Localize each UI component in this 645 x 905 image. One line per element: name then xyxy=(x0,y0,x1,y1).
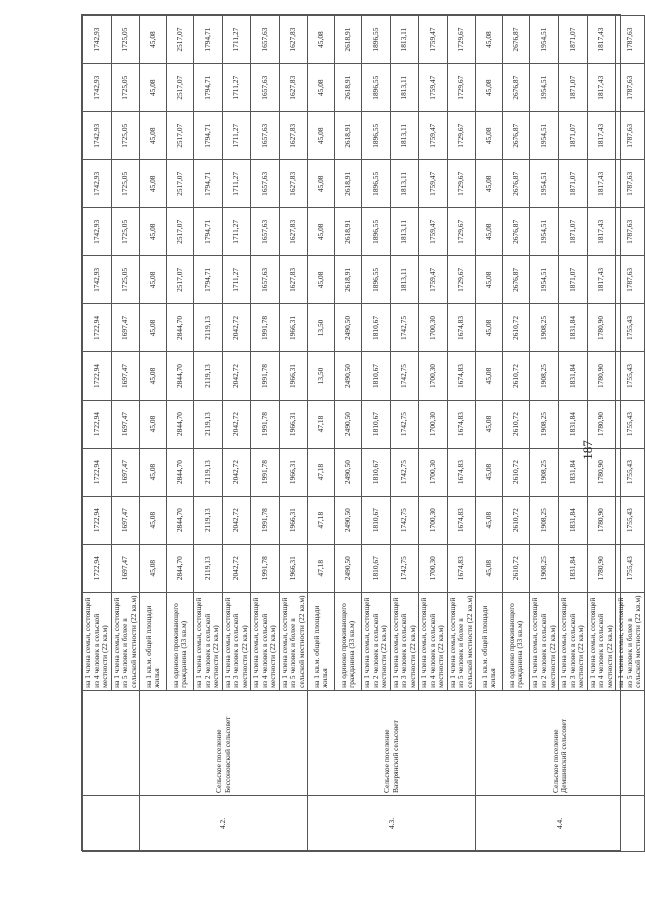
value-cell: 2517,07 xyxy=(167,16,194,64)
value-cell: 1810,67 xyxy=(362,352,391,400)
value-cell: 1954,51 xyxy=(530,16,559,64)
value-cell: 2676,87 xyxy=(503,16,530,64)
value-cell: 1722,94 xyxy=(83,544,112,592)
value-cell: 45,08 xyxy=(476,352,503,400)
value-cell: 1657,63 xyxy=(251,160,280,208)
value-cell: 1674,83 xyxy=(447,352,476,400)
value-cell: 45,08 xyxy=(476,112,503,160)
value-cell: 1729,67 xyxy=(447,16,476,64)
value-cell: 2042,72 xyxy=(222,304,251,352)
table-row xyxy=(83,16,112,852)
value-cell: 1896,55 xyxy=(362,256,391,304)
value-cell: 47,18 xyxy=(308,496,335,544)
value-cell: 1729,67 xyxy=(447,112,476,160)
value-cell: 1711,27 xyxy=(222,112,251,160)
row-category-label: на 1 члена семьи, состоящей из 4 человек в сельской местности (22 кв.м) xyxy=(83,592,112,690)
value-cell: 1954,51 xyxy=(530,112,559,160)
value-cell: 1722,94 xyxy=(83,496,112,544)
value-cell: 2042,72 xyxy=(222,544,251,592)
value-cell: 2490,50 xyxy=(335,304,362,352)
value-cell: 2119,13 xyxy=(194,448,223,496)
value-cell: 13,50 xyxy=(308,352,335,400)
value-cell: 1908,25 xyxy=(530,496,559,544)
value-cell: 1711,27 xyxy=(222,160,251,208)
value-cell: 1817,43 xyxy=(587,208,616,256)
value-cell: 45,08 xyxy=(140,256,167,304)
value-cell: 1817,43 xyxy=(587,16,616,64)
value-cell: 1674,83 xyxy=(447,544,476,592)
value-cell: 1700,30 xyxy=(419,544,448,592)
value-cell: 2490,50 xyxy=(335,544,362,592)
value-cell: 2610,72 xyxy=(503,448,530,496)
value-cell: 1725,05 xyxy=(111,208,140,256)
value-cell: 47,18 xyxy=(308,400,335,448)
value-cell: 1817,43 xyxy=(587,160,616,208)
value-cell: 1794,71 xyxy=(194,112,223,160)
value-cell: 1759,47 xyxy=(419,160,448,208)
value-cell: 1908,25 xyxy=(530,544,559,592)
value-cell: 1697,47 xyxy=(111,544,140,592)
value-cell: 2517,07 xyxy=(167,112,194,160)
value-cell: 1742,75 xyxy=(390,544,419,592)
value-cell: 45,08 xyxy=(476,208,503,256)
value-cell: 1657,63 xyxy=(251,16,280,64)
value-cell: 1810,67 xyxy=(362,304,391,352)
value-cell: 1896,55 xyxy=(362,16,391,64)
value-cell: 2042,72 xyxy=(222,448,251,496)
value-cell: 1697,47 xyxy=(111,496,140,544)
value-cell: 1794,71 xyxy=(194,256,223,304)
value-cell: 2618,91 xyxy=(335,64,362,112)
row-category-label: на 1 члена семьи, состоящей из 5 человек и более в сельской местности (22 кв.м) xyxy=(279,592,308,690)
row-category-label: на 1 члена семьи, состоящей из 4 человек в сельской местности (22 кв.м) xyxy=(419,592,448,690)
row-category-label: на 1 члена семьи, состоящей из 4 человек в сельской местности (22 кв.м) xyxy=(251,592,280,690)
value-cell: 1725,05 xyxy=(111,64,140,112)
section-name xyxy=(83,690,140,795)
value-cell: 2119,13 xyxy=(194,304,223,352)
value-cell: 45,08 xyxy=(140,304,167,352)
row-category-label: на 1 члена семьи, состоящей из 2 человек в сельской местности (22 кв.м) xyxy=(194,592,223,690)
value-cell: 2517,07 xyxy=(167,160,194,208)
value-cell: 1966,31 xyxy=(279,448,308,496)
value-cell: 1831,84 xyxy=(559,304,588,352)
value-cell: 1742,75 xyxy=(390,400,419,448)
value-cell: 45,08 xyxy=(140,64,167,112)
value-cell: 2618,91 xyxy=(335,16,362,64)
value-cell: 1725,05 xyxy=(111,160,140,208)
value-cell: 45,08 xyxy=(476,304,503,352)
value-cell: 1780,90 xyxy=(587,304,616,352)
value-cell: 1755,43 xyxy=(616,304,645,352)
value-cell: 45,08 xyxy=(140,160,167,208)
value-cell: 2618,91 xyxy=(335,208,362,256)
row-category-label: на 1 кв.м. общей площади жилья xyxy=(140,592,167,690)
value-cell: 1742,93 xyxy=(83,160,112,208)
value-cell: 2610,72 xyxy=(503,400,530,448)
value-cell: 1722,94 xyxy=(83,304,112,352)
value-cell: 1657,63 xyxy=(251,256,280,304)
value-cell: 2610,72 xyxy=(503,352,530,400)
table-row xyxy=(308,16,335,852)
value-cell: 1794,71 xyxy=(194,208,223,256)
value-cell: 1991,78 xyxy=(251,448,280,496)
value-cell: 1966,31 xyxy=(279,544,308,592)
value-cell: 2119,13 xyxy=(194,352,223,400)
page-number: 187 xyxy=(580,440,595,460)
value-cell: 1817,43 xyxy=(587,64,616,112)
row-category-label: на 1 члена семьи, состоящей из 2 человек в сельской местности (22 кв.м) xyxy=(362,592,391,690)
value-cell: 1697,47 xyxy=(111,448,140,496)
value-cell: 2610,72 xyxy=(503,544,530,592)
value-cell: 1991,78 xyxy=(251,496,280,544)
row-category-label: на 1 члена семьи, состоящей из 4 человек в сельской местности (22 кв.м) xyxy=(587,592,616,690)
section-index: 4.4. xyxy=(476,795,644,851)
value-cell: 1697,47 xyxy=(111,352,140,400)
value-cell: 1759,47 xyxy=(419,16,448,64)
section-name: Сельское поселение Вазерянский сельсовет xyxy=(308,690,476,795)
row-category-label: на одиноко проживающего гражданина (33 кв.м) xyxy=(167,592,194,690)
value-cell: 1780,90 xyxy=(587,448,616,496)
row-category-label: на 1 члена семьи, состоящей из 3 человек в сельской местности (22 кв.м) xyxy=(559,592,588,690)
value-cell: 1871,07 xyxy=(559,160,588,208)
value-cell: 2517,07 xyxy=(167,208,194,256)
value-cell: 1729,67 xyxy=(447,160,476,208)
value-cell: 1810,67 xyxy=(362,400,391,448)
value-cell: 45,08 xyxy=(140,112,167,160)
value-cell: 1787,63 xyxy=(616,16,645,64)
value-cell: 2844,70 xyxy=(167,448,194,496)
value-cell: 45,08 xyxy=(308,256,335,304)
value-cell: 1722,94 xyxy=(83,400,112,448)
value-cell: 45,08 xyxy=(140,352,167,400)
value-cell: 1954,51 xyxy=(530,208,559,256)
value-cell: 1742,75 xyxy=(390,352,419,400)
value-cell: 1787,63 xyxy=(616,160,645,208)
row-category-label: на одиноко проживающего гражданина (33 кв.м) xyxy=(503,592,530,690)
value-cell: 2490,50 xyxy=(335,448,362,496)
value-cell: 1991,78 xyxy=(251,352,280,400)
value-cell: 1657,63 xyxy=(251,208,280,256)
value-cell: 1966,31 xyxy=(279,496,308,544)
value-cell: 45,08 xyxy=(476,448,503,496)
value-cell: 1966,31 xyxy=(279,352,308,400)
value-cell: 1780,90 xyxy=(587,496,616,544)
value-cell: 1817,43 xyxy=(587,112,616,160)
value-cell: 1871,07 xyxy=(559,64,588,112)
value-cell: 2844,70 xyxy=(167,304,194,352)
value-cell: 2618,91 xyxy=(335,112,362,160)
value-cell: 2042,72 xyxy=(222,352,251,400)
value-cell: 45,08 xyxy=(308,112,335,160)
value-cell: 1742,75 xyxy=(390,496,419,544)
value-cell: 45,08 xyxy=(476,16,503,64)
row-category-label: на 1 члена семьи, состоящей из 5 человек и более в сельской местности (22 кв.м) xyxy=(111,592,140,690)
value-cell: 1674,83 xyxy=(447,304,476,352)
value-cell: 1627,83 xyxy=(279,112,308,160)
value-cell: 1896,55 xyxy=(362,208,391,256)
value-cell: 45,08 xyxy=(140,400,167,448)
value-cell: 1810,67 xyxy=(362,496,391,544)
value-cell: 1755,43 xyxy=(616,352,645,400)
row-category-label: на 1 члена семьи, состоящей из 5 человек и более в сельской местности (22 кв.м) xyxy=(447,592,476,690)
value-cell: 1954,51 xyxy=(530,256,559,304)
value-cell: 1780,90 xyxy=(587,544,616,592)
value-cell: 1627,83 xyxy=(279,256,308,304)
table-row xyxy=(140,16,167,852)
value-cell: 2517,07 xyxy=(167,256,194,304)
value-cell: 1810,67 xyxy=(362,544,391,592)
value-cell: 2042,72 xyxy=(222,496,251,544)
value-cell: 1729,67 xyxy=(447,256,476,304)
value-cell: 2517,07 xyxy=(167,64,194,112)
value-cell: 1871,07 xyxy=(559,208,588,256)
value-cell: 2676,87 xyxy=(503,256,530,304)
value-cell: 1627,83 xyxy=(279,16,308,64)
value-cell: 2844,70 xyxy=(167,496,194,544)
value-cell: 1908,25 xyxy=(530,448,559,496)
table-frame xyxy=(81,14,643,851)
value-cell: 1711,27 xyxy=(222,208,251,256)
value-cell: 1755,43 xyxy=(616,448,645,496)
value-cell: 1871,07 xyxy=(559,256,588,304)
value-cell: 1813,11 xyxy=(390,16,419,64)
value-cell: 1700,30 xyxy=(419,496,448,544)
value-cell: 47,18 xyxy=(308,544,335,592)
row-category-label: на 1 члена семьи, состоящей из 2 человек в сельской местности (22 кв.м) xyxy=(530,592,559,690)
value-cell: 1674,83 xyxy=(447,448,476,496)
row-category-label: на 1 члена семьи, состоящей из 3 человек в сельской местности (22 кв.м) xyxy=(222,592,251,690)
value-cell: 1991,78 xyxy=(251,304,280,352)
value-cell: 1722,94 xyxy=(83,448,112,496)
value-cell: 2676,87 xyxy=(503,160,530,208)
value-cell: 1991,78 xyxy=(251,544,280,592)
value-cell: 45,08 xyxy=(140,208,167,256)
value-cell: 1700,30 xyxy=(419,448,448,496)
value-cell: 1954,51 xyxy=(530,160,559,208)
value-cell: 13,50 xyxy=(308,304,335,352)
value-cell: 45,08 xyxy=(308,16,335,64)
value-cell: 1896,55 xyxy=(362,112,391,160)
value-cell: 45,08 xyxy=(140,544,167,592)
tariff-table xyxy=(82,15,645,852)
value-cell: 1755,43 xyxy=(616,400,645,448)
value-cell: 1787,63 xyxy=(616,64,645,112)
value-cell: 1794,71 xyxy=(194,64,223,112)
value-cell: 1700,30 xyxy=(419,400,448,448)
value-cell: 45,08 xyxy=(476,400,503,448)
value-cell: 1742,93 xyxy=(83,16,112,64)
value-cell: 1742,93 xyxy=(83,112,112,160)
value-cell: 1831,84 xyxy=(559,400,588,448)
row-category-label: на одиноко проживающего гражданина (33 кв.м) xyxy=(335,592,362,690)
row-category-label: на 1 члена семьи, состоящей из 3 человек в сельской местности (22 кв.м) xyxy=(390,592,419,690)
value-cell: 2676,87 xyxy=(503,208,530,256)
value-cell: 1657,63 xyxy=(251,64,280,112)
value-cell: 1674,83 xyxy=(447,400,476,448)
value-cell: 2844,70 xyxy=(167,400,194,448)
value-cell: 2490,50 xyxy=(335,496,362,544)
value-cell: 1787,63 xyxy=(616,208,645,256)
value-cell: 45,08 xyxy=(476,160,503,208)
value-cell: 1711,27 xyxy=(222,256,251,304)
value-cell: 1700,30 xyxy=(419,304,448,352)
value-cell: 1991,78 xyxy=(251,400,280,448)
value-cell: 47,18 xyxy=(308,448,335,496)
value-cell: 2844,70 xyxy=(167,352,194,400)
value-cell: 1966,31 xyxy=(279,400,308,448)
value-cell: 45,08 xyxy=(476,64,503,112)
value-cell: 45,08 xyxy=(308,160,335,208)
value-cell: 1831,84 xyxy=(559,448,588,496)
value-cell: 1954,51 xyxy=(530,64,559,112)
value-cell: 2676,87 xyxy=(503,64,530,112)
value-cell: 1813,11 xyxy=(390,112,419,160)
value-cell: 45,08 xyxy=(308,64,335,112)
value-cell: 1722,94 xyxy=(83,352,112,400)
value-cell: 45,08 xyxy=(140,496,167,544)
value-cell: 1780,90 xyxy=(587,400,616,448)
value-cell: 1831,84 xyxy=(559,352,588,400)
value-cell: 1966,31 xyxy=(279,304,308,352)
value-cell: 1742,93 xyxy=(83,64,112,112)
value-cell: 2119,13 xyxy=(194,400,223,448)
value-cell: 1759,47 xyxy=(419,112,448,160)
value-cell: 1627,83 xyxy=(279,208,308,256)
value-cell: 1742,75 xyxy=(390,304,419,352)
value-cell: 1711,27 xyxy=(222,64,251,112)
value-cell: 1813,11 xyxy=(390,64,419,112)
value-cell: 2844,70 xyxy=(167,544,194,592)
section-name: Сельское поселение Демшинский сельсовет xyxy=(476,690,644,795)
value-cell: 1742,75 xyxy=(390,448,419,496)
value-cell: 1817,43 xyxy=(587,256,616,304)
value-cell: 1831,84 xyxy=(559,496,588,544)
row-category-label: на 1 кв.м. общей площади жилья xyxy=(476,592,503,690)
value-cell: 1871,07 xyxy=(559,112,588,160)
value-cell: 1794,71 xyxy=(194,16,223,64)
row-category-label: на 1 кв.м. общей площади жилья xyxy=(308,592,335,690)
value-cell: 1725,05 xyxy=(111,112,140,160)
value-cell: 1759,47 xyxy=(419,208,448,256)
value-cell: 1780,90 xyxy=(587,352,616,400)
value-cell: 2490,50 xyxy=(335,352,362,400)
value-cell: 1908,25 xyxy=(530,304,559,352)
value-cell: 2490,50 xyxy=(335,400,362,448)
value-cell: 1831,84 xyxy=(559,544,588,592)
table-row xyxy=(476,16,503,852)
value-cell: 1787,63 xyxy=(616,112,645,160)
value-cell: 1725,05 xyxy=(111,16,140,64)
value-cell: 45,08 xyxy=(308,208,335,256)
value-cell: 1908,25 xyxy=(530,352,559,400)
row-category-label: на 1 члена семьи, состоящей из 5 человек и более в сельской местности (22 кв.м) xyxy=(616,592,645,690)
section-index: 4.2. xyxy=(140,795,308,851)
value-cell: 2618,91 xyxy=(335,256,362,304)
value-cell: 1759,47 xyxy=(419,256,448,304)
value-cell: 1896,55 xyxy=(362,160,391,208)
value-cell: 1908,25 xyxy=(530,400,559,448)
value-cell: 1755,43 xyxy=(616,496,645,544)
value-cell: 2618,91 xyxy=(335,160,362,208)
value-cell: 45,08 xyxy=(476,544,503,592)
value-cell: 45,08 xyxy=(476,496,503,544)
value-cell: 1657,63 xyxy=(251,112,280,160)
value-cell: 2042,72 xyxy=(222,400,251,448)
value-cell: 1794,71 xyxy=(194,160,223,208)
value-cell: 1871,07 xyxy=(559,16,588,64)
value-cell: 1787,63 xyxy=(616,256,645,304)
section-index: 4.3. xyxy=(308,795,476,851)
rotated-table-container xyxy=(82,15,643,852)
value-cell: 1813,11 xyxy=(390,256,419,304)
value-cell: 2119,13 xyxy=(194,496,223,544)
value-cell: 1759,47 xyxy=(419,64,448,112)
section-index xyxy=(83,795,140,851)
section-name: Сельское поселение Бессоновский сельсовет xyxy=(140,690,308,795)
value-cell: 1813,11 xyxy=(390,160,419,208)
value-cell: 2610,72 xyxy=(503,496,530,544)
value-cell: 45,08 xyxy=(476,256,503,304)
value-cell: 1729,67 xyxy=(447,64,476,112)
value-cell: 1896,55 xyxy=(362,64,391,112)
value-cell: 1755,43 xyxy=(616,544,645,592)
value-cell: 45,08 xyxy=(140,16,167,64)
value-cell: 1674,83 xyxy=(447,496,476,544)
value-cell: 1725,05 xyxy=(111,256,140,304)
value-cell: 1729,67 xyxy=(447,208,476,256)
value-cell: 1627,83 xyxy=(279,160,308,208)
value-cell: 1627,83 xyxy=(279,64,308,112)
value-cell: 1697,47 xyxy=(111,304,140,352)
value-cell: 2119,13 xyxy=(194,544,223,592)
value-cell: 2610,72 xyxy=(503,304,530,352)
value-cell: 45,08 xyxy=(140,448,167,496)
value-cell: 1697,47 xyxy=(111,400,140,448)
value-cell: 1711,27 xyxy=(222,16,251,64)
value-cell: 1700,30 xyxy=(419,352,448,400)
value-cell: 1742,93 xyxy=(83,256,112,304)
value-cell: 2676,87 xyxy=(503,112,530,160)
value-cell: 1813,11 xyxy=(390,208,419,256)
value-cell: 1742,93 xyxy=(83,208,112,256)
value-cell: 1810,67 xyxy=(362,448,391,496)
